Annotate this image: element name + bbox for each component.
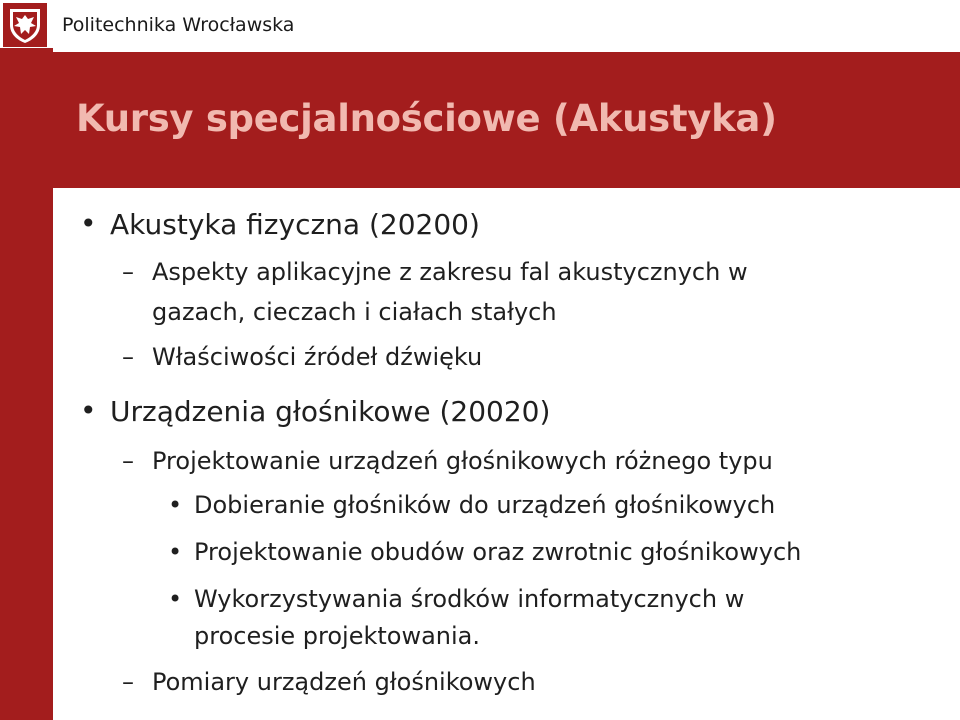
dash-icon: – — [122, 668, 134, 696]
sub-sub-bullet-text: Projektowanie obudów oraz zwrotnic głośnikowych — [194, 538, 802, 566]
sub-sub-bullet-text: procesie projektowania. — [194, 622, 481, 650]
dash-icon: – — [122, 343, 134, 371]
bullet-icon: • — [168, 585, 183, 613]
bullet-icon: • — [80, 394, 97, 427]
bullet-icon: • — [80, 207, 97, 240]
sub-sub-bullet-text: Dobieranie głośników do urządzeń głośnikowych — [194, 491, 776, 519]
slide-title: Kursy specjalnościowe (Akustyka) — [76, 97, 777, 140]
org-name: Politechnika Wrocławska — [62, 14, 295, 36]
sub-bullet-text: gazach, cieczach i ciałach stałych — [152, 298, 557, 326]
sub-bullet-text: Aspekty aplikacyjne z zakresu fal akustycznych w — [152, 258, 748, 286]
bullet-icon: • — [168, 538, 183, 566]
sub-bullet-text: Projektowanie urządzeń głośnikowych różnego typu — [152, 447, 773, 475]
sub-bullet-text: Właściwości źródeł dźwięku — [152, 343, 483, 371]
bullet-text: Urządzenia głośnikowe (20020) — [110, 395, 551, 428]
bullet-icon: • — [168, 491, 183, 519]
sub-bullet-text: Pomiary urządzeń głośnikowych — [152, 668, 536, 696]
sub-sub-bullet-text: Wykorzystywania środków informatycznych w — [194, 585, 745, 613]
dash-icon: – — [122, 258, 134, 286]
dash-icon: – — [122, 447, 134, 475]
bullet-text: Akustyka fizyczna (20200) — [110, 208, 480, 241]
